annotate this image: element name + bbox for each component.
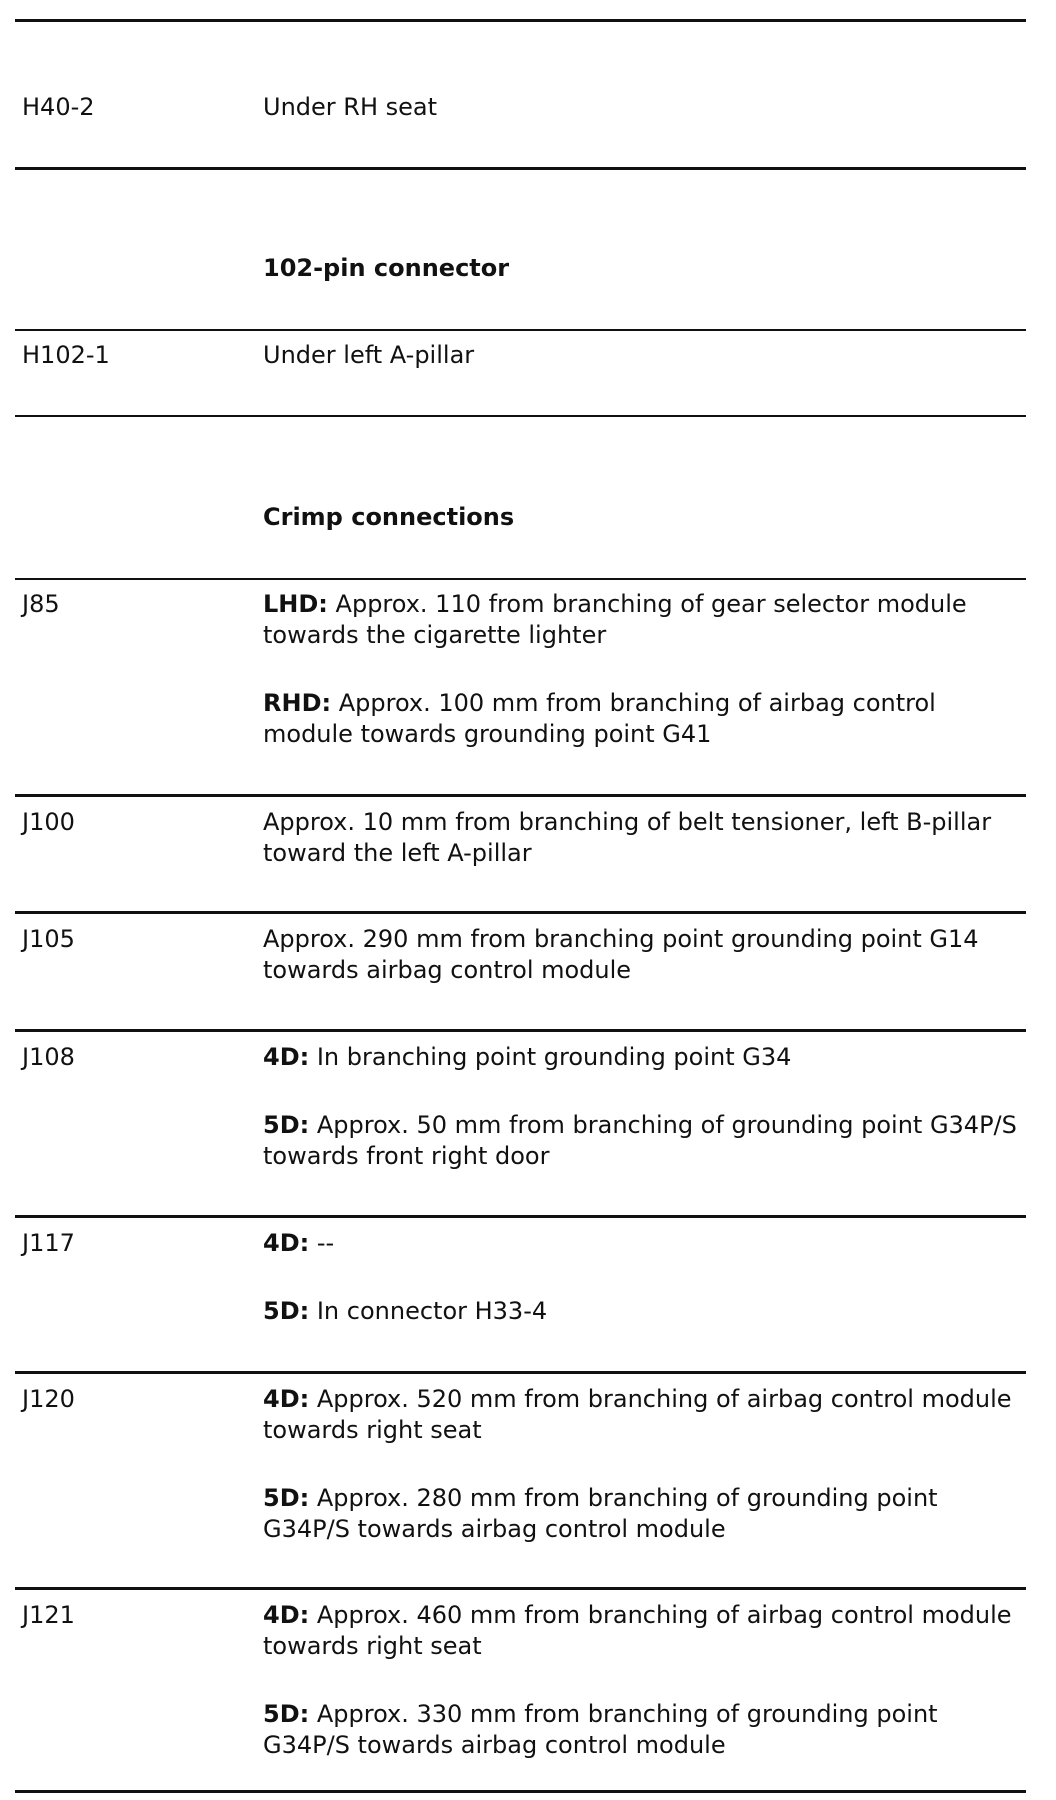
description-paragraph: Under RH seat <box>263 93 438 121</box>
description-paragraph <box>263 1228 1023 1259</box>
location-description <box>263 340 1023 371</box>
divider <box>15 1790 1026 1793</box>
variant-text: Approx. 330 mm from branching of grounding point G34P/S towards airbag control module <box>263 1700 938 1759</box>
location-description <box>263 1042 1023 1172</box>
variant-text: -- <box>309 1229 335 1257</box>
location-description <box>263 589 1023 750</box>
divider <box>15 578 1026 580</box>
variant-prefix: 5D: <box>263 1484 310 1512</box>
variant-prefix: LHD: <box>263 590 328 618</box>
description-paragraph: Approx. 290 mm from branching point grounding point G14 towards airbag control module <box>263 925 979 984</box>
crimp-code: J105 <box>22 925 75 953</box>
divider <box>15 1587 1026 1590</box>
divider <box>15 1215 1026 1218</box>
crimp-code: J117 <box>22 1229 75 1257</box>
crimp-code: J85 <box>22 590 60 618</box>
divider <box>15 415 1026 417</box>
description-paragraph <box>263 1042 1023 1073</box>
description-paragraph: Approx. 10 mm from branching of belt tensioner, left B-pillar toward the left A-pillar <box>263 808 992 867</box>
variant-text: Approx. 50 mm from branching of grounding point G34P/S towards front right door <box>263 1111 1017 1170</box>
location-description <box>263 807 1023 869</box>
divider <box>15 329 1026 331</box>
connector-code: H102-1 <box>22 341 110 369</box>
divider <box>15 19 1026 22</box>
description-paragraph: Under left A-pillar <box>263 341 475 369</box>
section-title: 102-pin connector <box>263 254 510 282</box>
variant-prefix: 4D: <box>263 1385 310 1413</box>
description-paragraph <box>263 1296 1023 1327</box>
variant-prefix: 5D: <box>263 1111 310 1139</box>
description-paragraph <box>263 1600 1023 1662</box>
description-paragraph <box>263 1110 1023 1172</box>
description-paragraph <box>263 688 1023 750</box>
variant-text: Approx. 280 mm from branching of grounding point G34P/S towards airbag control module <box>263 1484 938 1543</box>
connector-code: H40-2 <box>22 93 95 121</box>
variant-text: Approx. 100 mm from branching of airbag control module towards grounding point G41 <box>263 689 936 748</box>
variant-text: In branching point grounding point G34 <box>309 1043 792 1071</box>
variant-prefix: 5D: <box>263 1297 310 1325</box>
crimp-code: J120 <box>22 1385 75 1413</box>
location-description <box>263 1228 1023 1327</box>
crimp-code: J100 <box>22 808 75 836</box>
variant-prefix: RHD: <box>263 689 332 717</box>
variant-prefix: 4D: <box>263 1229 310 1257</box>
crimp-code: J108 <box>22 1043 75 1071</box>
divider <box>15 911 1026 914</box>
divider <box>15 167 1026 170</box>
variant-text: In connector H33-4 <box>309 1297 548 1325</box>
location-description <box>263 1384 1023 1545</box>
location-description <box>263 92 1023 123</box>
variant-prefix: 5D: <box>263 1700 310 1728</box>
crimp-code: J121 <box>22 1601 75 1629</box>
variant-prefix: 4D: <box>263 1601 310 1629</box>
variant-text: Approx. 520 mm from branching of airbag control module towards right seat <box>263 1385 1012 1444</box>
divider <box>15 794 1026 797</box>
variant-text: Approx. 460 mm from branching of airbag control module towards right seat <box>263 1601 1012 1660</box>
description-paragraph <box>263 1483 1023 1545</box>
variant-text: Approx. 110 from branching of gear selector module towards the cigarette lighter <box>263 590 967 649</box>
location-description <box>263 924 1023 986</box>
description-paragraph <box>263 1699 1023 1761</box>
description-paragraph <box>263 589 1023 651</box>
description-paragraph <box>263 1384 1023 1446</box>
divider <box>15 1371 1026 1374</box>
location-description <box>263 1600 1023 1761</box>
variant-prefix: 4D: <box>263 1043 310 1071</box>
section-title: Crimp connections <box>263 503 515 531</box>
divider <box>15 1029 1026 1032</box>
